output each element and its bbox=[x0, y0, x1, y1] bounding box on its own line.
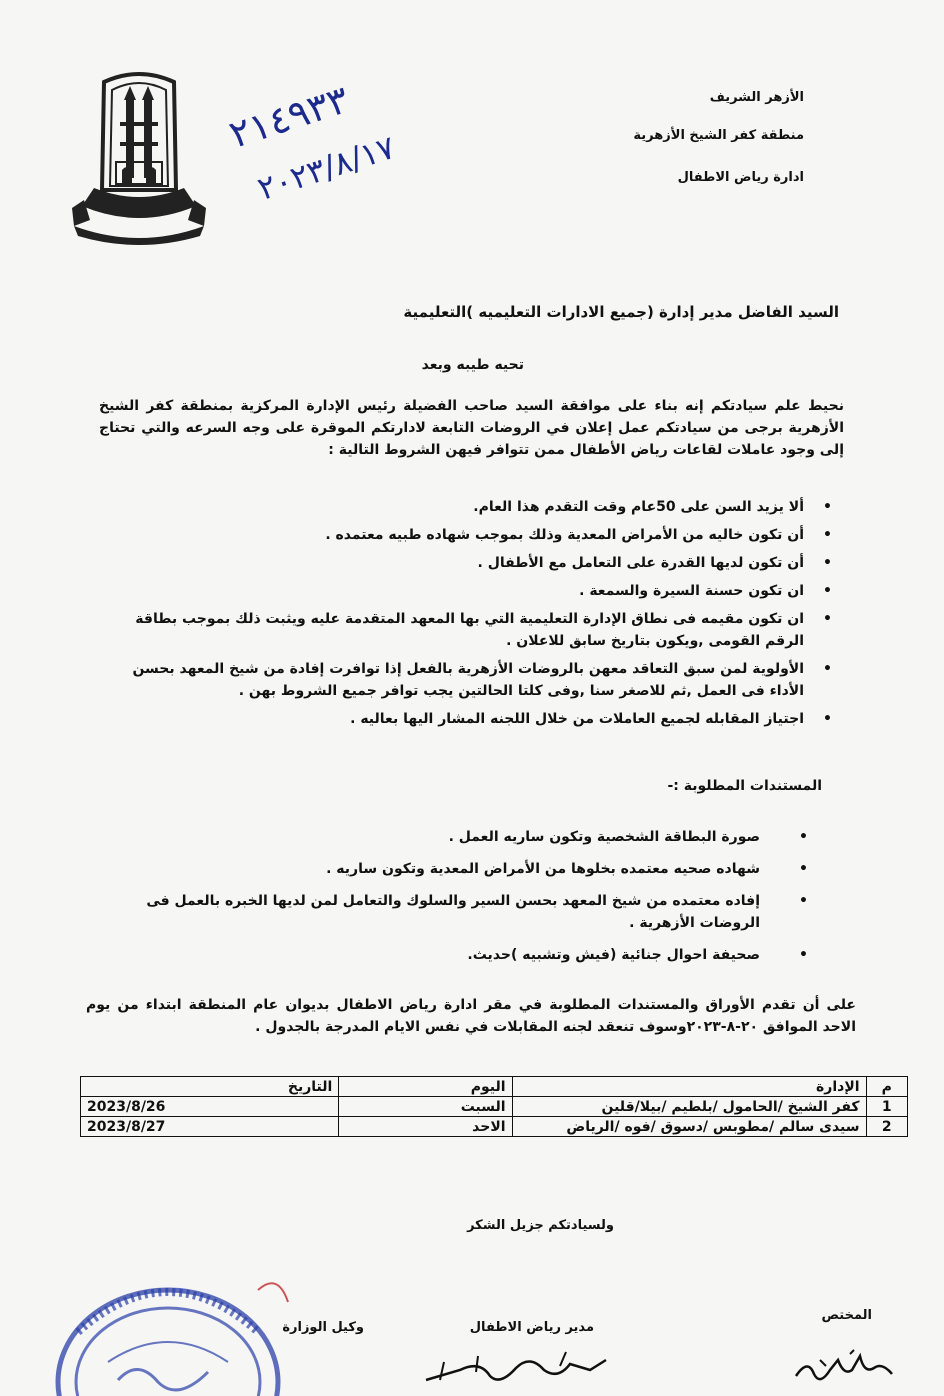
table-row bbox=[81, 1097, 908, 1117]
table-cell: الاحد bbox=[339, 1117, 512, 1137]
column-header-department: الإدارة bbox=[512, 1077, 866, 1097]
official-stamp bbox=[38, 1262, 298, 1396]
list-item: • اجتياز المقابله لجميع العاملات من خلال اللجنه المشار اليها بعاليه . bbox=[124, 708, 844, 730]
header-line-region: منطقة كفر الشيخ الأزهرية bbox=[633, 128, 804, 143]
list-item: • أن تكون خاليه من الأمراض المعدية وذلك بموجب شهاده طبيه معتمده . bbox=[124, 524, 844, 546]
table-cell: كفر الشيخ /الحامول /بلطيم /بيلا/قلين bbox=[512, 1097, 866, 1117]
table-cell: 2023/8/27 bbox=[81, 1117, 339, 1137]
conditions-list bbox=[124, 496, 844, 736]
handwritten-signature bbox=[420, 1340, 610, 1390]
handwritten-signature bbox=[790, 1340, 900, 1390]
table-row bbox=[81, 1117, 908, 1137]
schedule-table bbox=[80, 1076, 908, 1137]
greeting: تحيه طيبه وبعد bbox=[421, 357, 524, 373]
list-item: • ان تكون مقيمه فى نطاق الإدارة التعليمية التي بها المعهد المتقدمة عليه ويثبت ذلك بموجب بطاقة الرقم القومى ,ويكون بتاريخ سابق للاعلان . bbox=[124, 608, 844, 652]
list-item: • صحيفة احوال جنائية (فيش وتشبيه )حديث. bbox=[124, 944, 814, 966]
azhar-logo-emblem bbox=[64, 70, 214, 245]
signature-title-specialist: المختص bbox=[821, 1308, 872, 1323]
column-header-day: اليوم bbox=[339, 1077, 512, 1097]
list-item: • الأولوية لمن سبق التعاقد معهن بالروضات الأزهرية بالفعل إذا توافرت إفادة من شيخ المعهد بحسن الأداء فى العمل ,ثم للاصغر سنا ,وفى كلتا الحالتين يجب توافر جميع الشروط بهن . bbox=[124, 658, 844, 702]
table-cell: 2 bbox=[866, 1117, 907, 1137]
table-cell: 1 bbox=[866, 1097, 907, 1117]
handwritten-date: ٢٠٢٣/٨/١٧ bbox=[252, 127, 400, 208]
handwritten-number: ٢١٤٩٣٣ bbox=[223, 77, 355, 157]
column-header-index: م bbox=[866, 1077, 907, 1097]
list-item: • إفاده معتمده من شيخ المعهد بحسن السير والسلوك والتعامل لمن لديها الخبره بالعمل فى الروضات الأزهرية . bbox=[124, 890, 814, 934]
list-item: • ألا يزيد السن على 50عام وقت التقدم هذا العام. bbox=[124, 496, 844, 518]
column-header-date: التاريخ bbox=[81, 1077, 339, 1097]
header-line-azhar: الأزهر الشريف bbox=[709, 90, 804, 105]
documents-list bbox=[124, 826, 814, 976]
closing-paragraph: على أن تقدم الأوراق والمستندات المطلوبة في مقر ادارة رياض الاطفال بديوان عام المنطقة ابتداء من يوم الاحد الموافق ٢٠-٨-٢٠٢٣وسوف تنعقد لجنه المقابلات في نفس الايام المدرجة بالجدول . bbox=[86, 997, 856, 1035]
signature-title-deputy: وكيل الوزارة bbox=[282, 1320, 364, 1335]
table-header-row bbox=[81, 1077, 908, 1097]
list-item: • صورة البطاقة الشخصية وتكون ساريه العمل . bbox=[124, 826, 814, 848]
addressee-line: السيد الفاضل مدير إدارة (جميع الادارات التعليميه )التعليمية bbox=[403, 303, 839, 321]
thanks-line: ولسيادتكم جزيل الشكر bbox=[467, 1218, 614, 1233]
table-cell: السبت bbox=[339, 1097, 512, 1117]
list-item: • ان تكون حسنة السيرة والسمعة . bbox=[124, 580, 844, 602]
table-cell: 2023/8/26 bbox=[81, 1097, 339, 1117]
intro-paragraph: نحيط علم سيادتكم إنه بناء على موافقة السيد صاحب الفضيلة رئيس الإدارة المركزية بمنطقة كفر الشيخ الأزهرية برجى من سيادتكم عمل إعلان في الروضات التابعة لادارتكم الموقرة على وجه السرعه والتي تحتاج إلى وجود عاملات لقاعات رياض الأطفال ممن تتوافر فيهن الشروط التالية : bbox=[99, 398, 844, 458]
header-line-department: ادارة رياض الاطفال bbox=[677, 170, 804, 185]
signature-title-kg-director: مدير رياض الاطفال bbox=[469, 1320, 594, 1335]
table-cell: سيدى سالم /مطوبس /دسوق /فوه /الرياض bbox=[512, 1117, 866, 1137]
handwritten-number-note bbox=[210, 30, 420, 210]
list-item: • أن تكون لديها القدرة على التعامل مع الأطفال . bbox=[124, 552, 844, 574]
list-item: • شهاده صحيه معتمده بخلوها من الأمراض المعدية وتكون ساريه . bbox=[124, 858, 814, 880]
documents-title: المستندات المطلوبة :- bbox=[667, 778, 822, 794]
